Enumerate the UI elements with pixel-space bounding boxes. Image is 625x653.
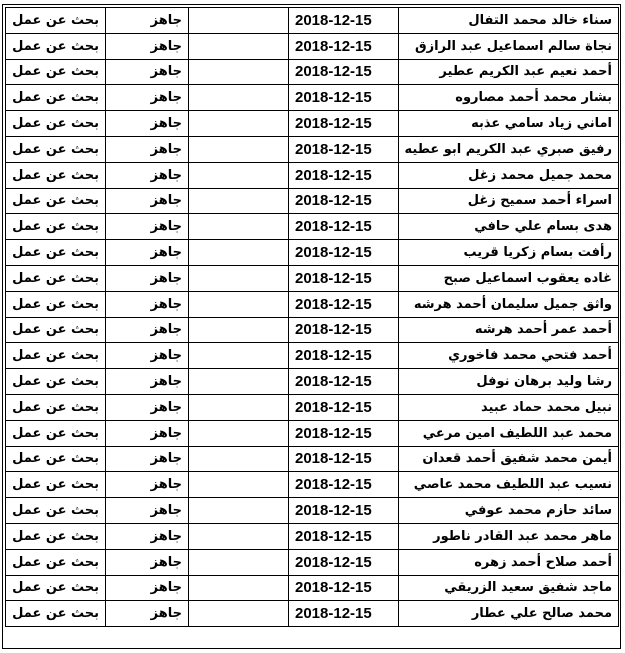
- status-cell: جاهز: [106, 472, 189, 498]
- status-cell: جاهز: [106, 549, 189, 575]
- name-cell: نبيل محمد حماد عبيد: [399, 394, 619, 420]
- name-cell: ماهر محمد عبد القادر ناطور: [399, 523, 619, 549]
- table-row: [6, 498, 619, 524]
- table-row: [6, 317, 619, 343]
- category-cell: بحث عن عمل: [6, 8, 106, 34]
- category-cell: بحث عن عمل: [6, 240, 106, 266]
- document-sheet: [2, 4, 621, 649]
- status-cell: جاهز: [106, 33, 189, 59]
- date-cell: 2018-12-15: [289, 136, 399, 162]
- category-cell: بحث عن عمل: [6, 446, 106, 472]
- name-cell: ماجد شفيق سعيد الزريقي: [399, 575, 619, 601]
- empty-cell: [189, 523, 289, 549]
- empty-cell: [189, 317, 289, 343]
- date-cell: 2018-12-15: [289, 343, 399, 369]
- empty-cell: [189, 85, 289, 111]
- status-cell: جاهز: [106, 240, 189, 266]
- name-cell: أحمد صلاح أحمد زهره: [399, 549, 619, 575]
- date-cell: 2018-12-15: [289, 523, 399, 549]
- name-cell: أحمد فتحي محمد فاخوري: [399, 343, 619, 369]
- empty-cell: [189, 446, 289, 472]
- table-row: [6, 265, 619, 291]
- name-cell: أيمن محمد شفيق أحمد قعدان: [399, 446, 619, 472]
- table-row: [6, 446, 619, 472]
- name-cell: اسراء أحمد سميح زغل: [399, 188, 619, 214]
- category-cell: بحث عن عمل: [6, 394, 106, 420]
- category-cell: بحث عن عمل: [6, 136, 106, 162]
- empty-cell: [189, 240, 289, 266]
- date-cell: 2018-12-15: [289, 601, 399, 627]
- empty-cell: [189, 343, 289, 369]
- empty-cell: [189, 394, 289, 420]
- empty-cell: [189, 59, 289, 85]
- name-cell: بشار محمد أحمد مصاروه: [399, 85, 619, 111]
- status-cell: جاهز: [106, 291, 189, 317]
- table-row: [6, 575, 619, 601]
- category-cell: بحث عن عمل: [6, 549, 106, 575]
- category-cell: بحث عن عمل: [6, 214, 106, 240]
- category-cell: بحث عن عمل: [6, 317, 106, 343]
- name-cell: سناء خالد محمد التفال: [399, 8, 619, 34]
- table-row: [6, 111, 619, 137]
- category-cell: بحث عن عمل: [6, 498, 106, 524]
- date-cell: 2018-12-15: [289, 575, 399, 601]
- category-cell: بحث عن عمل: [6, 343, 106, 369]
- status-cell: جاهز: [106, 343, 189, 369]
- status-cell: جاهز: [106, 420, 189, 446]
- date-cell: 2018-12-15: [289, 33, 399, 59]
- table-row: [6, 291, 619, 317]
- name-cell: رشا وليد برهان نوفل: [399, 369, 619, 395]
- table-row: [6, 59, 619, 85]
- category-cell: بحث عن عمل: [6, 265, 106, 291]
- table-row: [6, 549, 619, 575]
- empty-cell: [189, 420, 289, 446]
- name-cell: أحمد نعيم عبد الكريم عطير: [399, 59, 619, 85]
- empty-cell: [189, 265, 289, 291]
- status-cell: جاهز: [106, 265, 189, 291]
- category-cell: بحث عن عمل: [6, 523, 106, 549]
- date-cell: 2018-12-15: [289, 162, 399, 188]
- table-row: [6, 85, 619, 111]
- category-cell: بحث عن عمل: [6, 188, 106, 214]
- status-cell: جاهز: [106, 162, 189, 188]
- name-cell: أحمد عمر أحمد هرشه: [399, 317, 619, 343]
- empty-cell: [189, 472, 289, 498]
- date-cell: 2018-12-15: [289, 59, 399, 85]
- category-cell: بحث عن عمل: [6, 111, 106, 137]
- status-cell: جاهز: [106, 394, 189, 420]
- status-cell: جاهز: [106, 369, 189, 395]
- table-row: [6, 343, 619, 369]
- empty-cell: [189, 291, 289, 317]
- table-row: [6, 420, 619, 446]
- table-row: [6, 214, 619, 240]
- status-cell: جاهز: [106, 214, 189, 240]
- category-cell: بحث عن عمل: [6, 575, 106, 601]
- status-cell: جاهز: [106, 523, 189, 549]
- status-cell: جاهز: [106, 188, 189, 214]
- empty-cell: [189, 498, 289, 524]
- table-row: [6, 369, 619, 395]
- date-cell: 2018-12-15: [289, 111, 399, 137]
- status-cell: جاهز: [106, 601, 189, 627]
- empty-cell: [189, 575, 289, 601]
- date-cell: 2018-12-15: [289, 472, 399, 498]
- category-cell: بحث عن عمل: [6, 420, 106, 446]
- records-table-body: [6, 8, 619, 627]
- name-cell: نجاة سالم اسماعيل عبد الرازق: [399, 33, 619, 59]
- status-cell: جاهز: [106, 498, 189, 524]
- table-row: [6, 162, 619, 188]
- category-cell: بحث عن عمل: [6, 472, 106, 498]
- empty-cell: [189, 136, 289, 162]
- date-cell: 2018-12-15: [289, 369, 399, 395]
- name-cell: هدى بسام علي حافي: [399, 214, 619, 240]
- empty-cell: [189, 214, 289, 240]
- empty-cell: [189, 111, 289, 137]
- table-row: [6, 472, 619, 498]
- category-cell: بحث عن عمل: [6, 33, 106, 59]
- category-cell: بحث عن عمل: [6, 59, 106, 85]
- name-cell: واثق جميل سليمان أحمد هرشه: [399, 291, 619, 317]
- name-cell: محمد صالح علي عطار: [399, 601, 619, 627]
- date-cell: 2018-12-15: [289, 265, 399, 291]
- category-cell: بحث عن عمل: [6, 369, 106, 395]
- empty-cell: [189, 188, 289, 214]
- status-cell: جاهز: [106, 446, 189, 472]
- name-cell: غاده يعقوب اسماعيل صبح: [399, 265, 619, 291]
- status-cell: جاهز: [106, 85, 189, 111]
- date-cell: 2018-12-15: [289, 291, 399, 317]
- table-row: [6, 33, 619, 59]
- status-cell: جاهز: [106, 111, 189, 137]
- date-cell: 2018-12-15: [289, 85, 399, 111]
- table-row: [6, 394, 619, 420]
- category-cell: بحث عن عمل: [6, 85, 106, 111]
- date-cell: 2018-12-15: [289, 498, 399, 524]
- status-cell: جاهز: [106, 59, 189, 85]
- empty-cell: [189, 33, 289, 59]
- table-row: [6, 240, 619, 266]
- name-cell: رفيق صبري عبد الكريم ابو عطيه: [399, 136, 619, 162]
- date-cell: 2018-12-15: [289, 8, 399, 34]
- date-cell: 2018-12-15: [289, 240, 399, 266]
- records-table: [5, 7, 619, 627]
- name-cell: اماني زياد سامي عذبه: [399, 111, 619, 137]
- status-cell: جاهز: [106, 317, 189, 343]
- date-cell: 2018-12-15: [289, 317, 399, 343]
- table-row: [6, 601, 619, 627]
- name-cell: محمد عبد اللطيف امين مرعي: [399, 420, 619, 446]
- date-cell: 2018-12-15: [289, 394, 399, 420]
- table-row: [6, 136, 619, 162]
- table-row: [6, 523, 619, 549]
- status-cell: جاهز: [106, 575, 189, 601]
- date-cell: 2018-12-15: [289, 446, 399, 472]
- name-cell: محمد جميل محمد زغل: [399, 162, 619, 188]
- empty-cell: [189, 601, 289, 627]
- date-cell: 2018-12-15: [289, 188, 399, 214]
- name-cell: سائد حازم محمد عوفي: [399, 498, 619, 524]
- status-cell: جاهز: [106, 8, 189, 34]
- name-cell: نسيب عبد اللطيف محمد عاصي: [399, 472, 619, 498]
- empty-cell: [189, 549, 289, 575]
- table-row: [6, 8, 619, 34]
- date-cell: 2018-12-15: [289, 549, 399, 575]
- name-cell: رأفت بسام زكريا قريب: [399, 240, 619, 266]
- table-row: [6, 188, 619, 214]
- status-cell: جاهز: [106, 136, 189, 162]
- empty-cell: [189, 369, 289, 395]
- category-cell: بحث عن عمل: [6, 162, 106, 188]
- empty-cell: [189, 8, 289, 34]
- date-cell: 2018-12-15: [289, 420, 399, 446]
- category-cell: بحث عن عمل: [6, 291, 106, 317]
- category-cell: بحث عن عمل: [6, 601, 106, 627]
- empty-cell: [189, 162, 289, 188]
- date-cell: 2018-12-15: [289, 214, 399, 240]
